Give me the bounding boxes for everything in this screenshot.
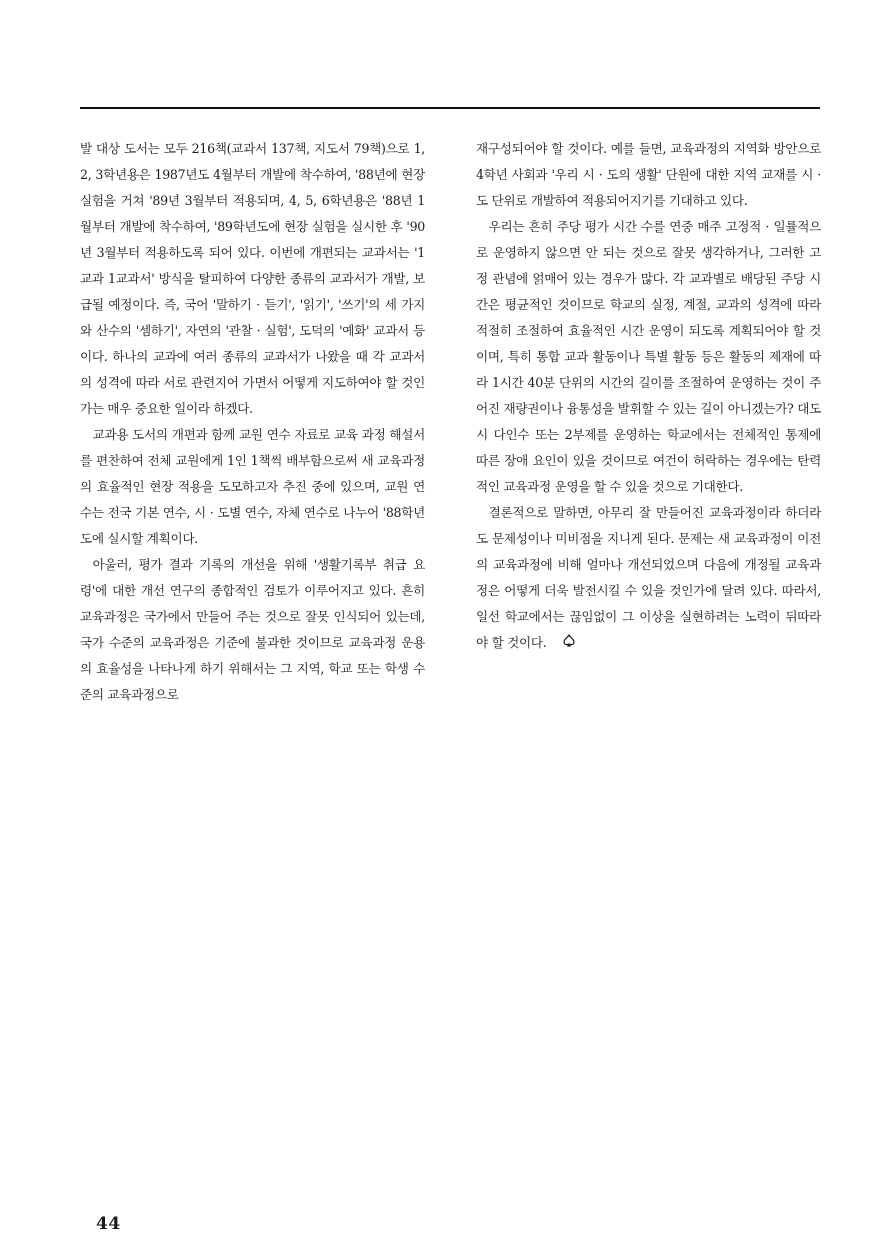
body-paragraph: 아울러, 평가 결과 기록의 개선을 위해 '생활기록부 취급 요령'에 대한 개선 연구의 종합적인 검토가 이루어지고 있다. 흔히 교육과정은 국가에서 만들어 주는 것으로 잘못 인식되어 있는데, 국가 수준의 교육과정은 기준에 불과한 것이므로 교육과정 운용의 효율성을 나타나게 하기 위해서는 그 지역, 학교 또는 학생 수준의 교육과정으로 (80, 557, 425, 702)
left-text-column (80, 136, 425, 708)
body-paragraph: 재구성되어야 할 것이다. 예를 들면, 교육과정의 지역화 방안으로 4학년 사회과 '우리 시 · 도의 생활' 단원에 대한 지역 교재를 시 · 도 단위로 개발하여 적용되어지기를 기대하고 있다. (476, 141, 821, 208)
body-paragraph-last (476, 500, 821, 656)
body-paragraph: 우리는 흔히 주당 평가 시간 수를 연중 매주 고정적 · 일률적으로 운영하지 않으면 안 되는 것으로 잘못 생각하거나, 그러한 고정 관념에 얽매어 있는 경우가 많다. 각 교과별로 배당된 주당 시간은 평균적인 것이므로 학교의 실정, 계절, 교과의 성격에 따라 적절히 조절하여 효율적인 시간 운영이 되도록 계획되어야 할 것이며, 특히 통합 교과 활동이나 특별 활동 등은 활동의 제재에 따라 1시간 40분 단위의 시간의 길이를 조절하여 운영하는 것이 주어진 재량권이나 융통성을 발휘할 수 있는 길이 아니겠는가? 대도시 다인수 또는 2부제를 운영하는 학교에서는 전체적인 통제에 따른 장애 요인이 있을 것이므로 여건이 허락하는 경우에는 탄력적인 교육과정 운영을 할 수 있을 것으로 기대한다. (476, 219, 821, 494)
body-paragraph-text: 결론적으로 말하면, 아무리 잘 만들어진 교육과정이라 하더라도 문제성이나 미비점을 지니게 된다. 문제는 새 교육과정이 이전의 교육과정에 비해 얼마나 개선되었으며 다음에 개정될 교육과정은 어떻게 더욱 발전시킬 수 있을 것인가에 달려 있다. 따라서, 일선 학교에서는 끊임없이 그 이상을 실현하려는 노력이 뒤따라야 할 것이다. (476, 505, 821, 650)
right-text-column (476, 136, 821, 656)
spade-outline-icon (550, 630, 575, 656)
page-number: 44 (96, 1214, 121, 1234)
body-paragraph: 발 대상 도서는 모두 216책(교과서 137책, 지도서 79책)으로 1, 2, 3학년용은 1987년도 4월부터 개발에 착수하여, '88년에 현장 실험을 거쳐 '89년 3월부터 적용되며, 4, 5, 6학년용은 '88년 1월부터 개발에 착수하여, '89학년도에 현장 실험을 실시한 후 '90년 3월부터 적용하도록 되어 있다. 이번에 개편되는 교과서는 '1교과 1교과서' 방식을 탈피하여 다양한 종류의 교과서가 개발, 보급될 예정이다. 즉, 국어 '말하기 · 듣기', '읽기', '쓰기'의 세 가지와 산수의 '셈하기', 자연의 '관찰 · 실험', 도덕의 '예화' 교과서 등이다. 하나의 교과에 여러 종류의 교과서가 나왔을 때 각 교과서의 성격에 따라 서로 관련지어 가면서 어떻게 지도하여야 할 것인가는 매우 중요한 일이라 하겠다. (80, 141, 425, 416)
header-rule (80, 107, 820, 109)
body-paragraph: 교과용 도서의 개편과 함께 교원 연수 자료로 교육 과정 해설서를 편찬하여 전체 교원에게 1인 1책씩 배부함으로써 새 교육과정의 효율적인 현장 적용을 도모하고자 추진 중에 있으며, 교원 연수는 전국 기본 연수, 시 · 도별 연수, 자체 연수로 나누어 '88학년도에 실시할 계획이다. (80, 427, 425, 546)
